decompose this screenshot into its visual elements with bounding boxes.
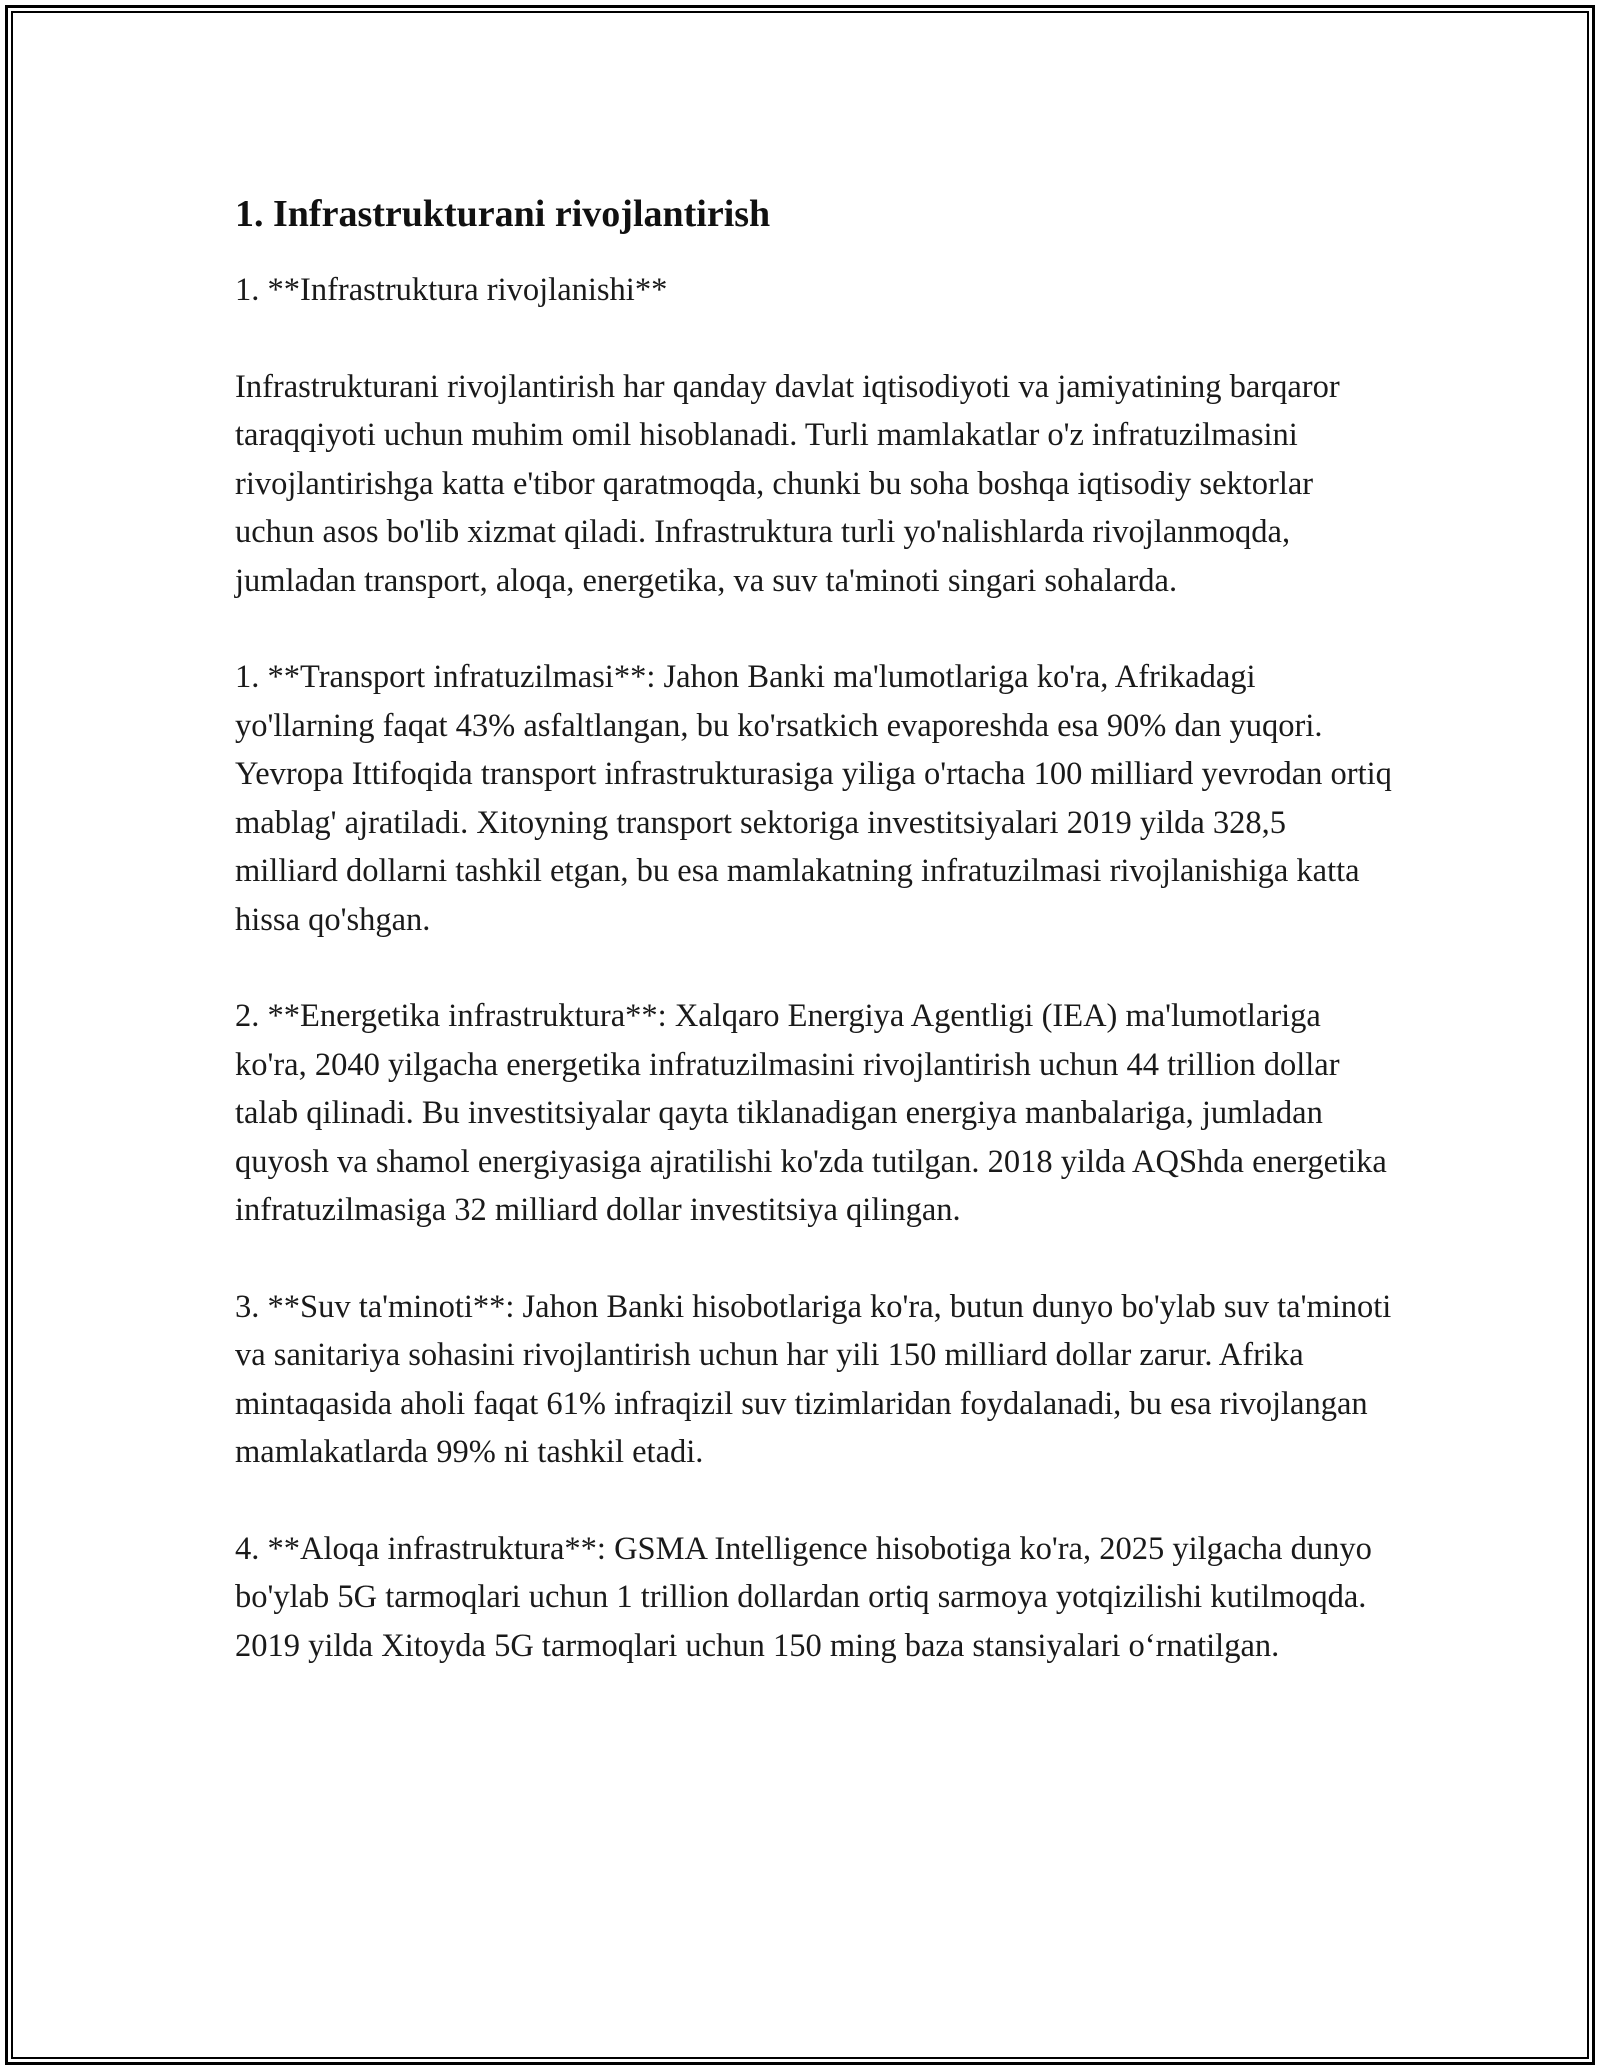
- subheading-paragraph: 1. **Infrastruktura rivojlanishi**: [235, 272, 668, 308]
- section-heading: 1. Infrastrukturani rivojlantirish: [235, 193, 771, 235]
- communication-paragraph: 4. **Aloqa infrastruktura**: GSMA Intelligence hisobotiga ko'ra, 2025 yilgacha dunyo bo'ylab 5G tarmoqlari uchun 1 trillion dollardan ortiq sarmoya yotqizilishi kutilmoqda. 2019 yilda Xitoyda 5G tarmoqlari uchun 150 ming baza stansiyalari o‘rnatilgan.: [235, 1530, 1372, 1664]
- water-paragraph: 3. **Suv ta'minoti**: Jahon Banki hisobotlariga ko'ra, butun dunyo bo'ylab suv ta'minoti va sanitariya sohasini rivojlantirish uchun har yili 150 milliard dollar zarur. Afrika mintaqasida aholi faqat 61% infraqizil suv tizimlaridan foydalanadi, bu esa rivojlangan mamlakatlarda 99% ni tashkil etadi.: [235, 1288, 1392, 1470]
- document-body: [235, 184, 1395, 1718]
- energy-paragraph: 2. **Energetika infrastruktura**: Xalqaro Energiya Agentligi (IEA) ma'lumotlariga ko'ra, 2040 yilgacha energetika infratuzilmasini rivojlantirish uchun 44 trillion dollar talab qilinadi. Bu investitsiyalar qayta tiklanadigan energiya manbalariga, jumladan quyosh va shamol energiyasiga ajratilishi ko'zda tutilgan. 2018 yilda AQShda energetika infratuzilmasiga 32 milliard dollar investitsiya qilingan.: [235, 998, 1387, 1228]
- transport-paragraph: 1. **Transport infratuzilmasi**: Jahon Banki ma'lumotlariga ko'ra, Afrikadagi yo'llarning faqat 43% asfaltlangan, bu ko'rsatkich evaporeshda esa 90% dan yuqori. Yevropa Ittifoqida transport infrastrukturasiga yiliga o'rtacha 100 milliard yevrodan ortiq mablag' ajratiladi. Xitoyning transport sektoriga investitsiyalari 2019 yilda 328,5 milliard dollarni tashkil etgan, bu esa mamlakatning infratuzilmasi rivojlanishiga katta hissa qo'shgan.: [235, 659, 1392, 938]
- intro-paragraph: Infrastrukturani rivojlantirish har qanday davlat iqtisodiyoti va jamiyatining barqaror taraqqiyoti uchun muhim omil hisoblanadi. Turli mamlakatlar o'z infratuzilmasini rivojlantirishga katta e'tibor qaratmoqda, chunki bu soha boshqa iqtisodiy sektorlar uchun asos bo'lib xizmat qiladi. Infrastruktura turli yo'nalishlarda rivojlanmoqda, jumladan transport, aloqa, energetika, va suv ta'minoti singari sohalarda.: [235, 368, 1340, 599]
